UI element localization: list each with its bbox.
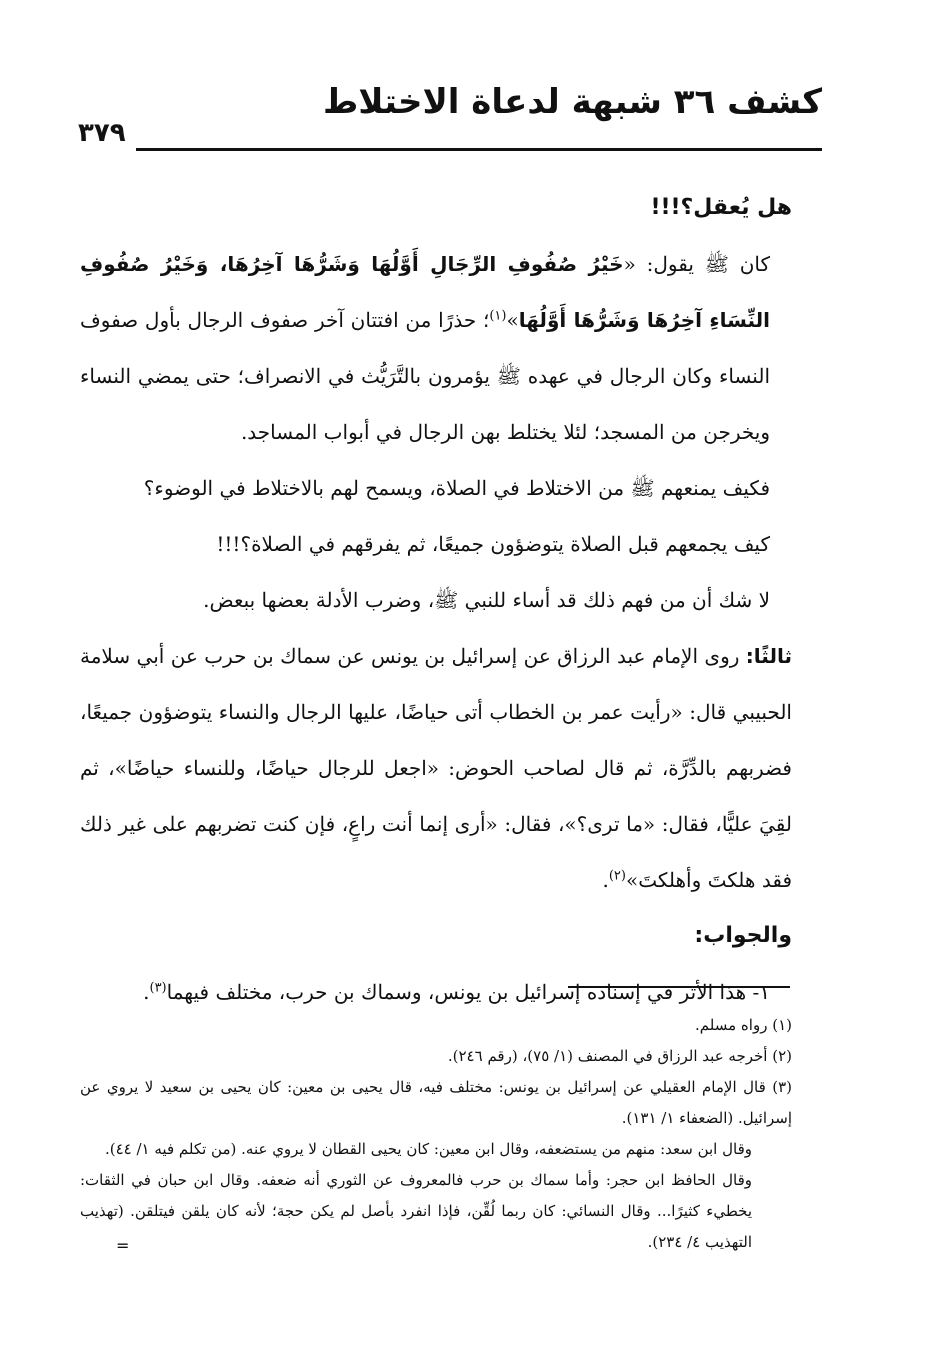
answer-heading: والجواب:: [694, 923, 792, 948]
footnote-1: (١) رواه مسلم.: [695, 1016, 792, 1034]
paragraph-3: كيف يجمعهم قبل الصلاة يتوضؤون جميعًا، ثم يفرقهم في الصلاة؟!!!: [216, 532, 770, 556]
hadith-text: خَيْرُ صُفُوفِ الرِّجَالِ أَوَّلُهَا وَشَرُّهَا آخِرُهَا، وَخَيْرُ صُفُوفِ النِّسَاءِ آخِرُهَا وَشَرُّهَا أَوَّلُهَا: [80, 252, 770, 332]
paragraph-5: [80, 628, 792, 908]
footnote-ref-2: (٢): [608, 868, 626, 884]
page-header: [78, 82, 822, 152]
footnote-2: (٢) أخرجه عبد الرزاق في المصنف (١/ ٧٥)، (رقم ٢٤٦).: [447, 1047, 792, 1065]
main-text: [80, 180, 792, 1020]
page-number: ٣٧٩: [78, 118, 126, 148]
footnote-separator: [568, 986, 790, 988]
paragraph-1: [80, 236, 792, 460]
p1-intro: كان ﷺ يقول: «: [623, 252, 770, 276]
footnote-ref-3: (٣): [149, 980, 167, 996]
footnote-continues-mark: =: [116, 1236, 130, 1255]
footnote-3-cont-1: وقال ابن سعد: منهم من يستضعفه، وقال ابن معين: كان يحيى القطان لا يروي عنه. (من تكلم فيه ١/ ٤٤).: [104, 1140, 752, 1158]
point-label: ثالثًا:: [745, 644, 792, 668]
p6-end: .: [143, 980, 150, 1004]
footnote-ref-1: (١): [489, 308, 507, 324]
p1-rest: ؛ حذرًا من افتتان آخر صفوف الرجال بأول صفوف النساء وكان الرجال في عهده ﷺ يؤمرون بالتَّرَيُّث في الانصراف؛ حتى يمضي النساء ويخرجن من المسجد؛ لئلا يختلط بهن الرجال في أبواب المساجد.: [80, 308, 770, 444]
paragraph-2: فكيف يمنعهم ﷺ من الاختلاط في الصلاة، ويسمح لهم بالاختلاط في الوضوء؟: [143, 476, 770, 500]
p1-close-quote: »: [506, 308, 519, 332]
footnote-3: (٣) قال الإمام العقيلي عن إسرائيل بن يونس: مختلف فيه، قال يحيى بن معين: كان يحيى بن سعيد لا يروي عن إسرائيل. (الضعفاء ١/ ١٣١).: [80, 1078, 792, 1127]
p6-text: ١- هذا الأثر في إسناده إسرائيل بن يونس، وسماك بن حرب، مختلف فيهما: [166, 980, 770, 1004]
p5-end: .: [602, 868, 609, 892]
p5-text: روى الإمام عبد الرزاق عن إسرائيل بن يونس عن سماك بن حرب عن أبي سلامة الحبيبي قال: «رأيت عمر بن الخطاب أتى حياضًا، عليها الرجال والنساء يتوضؤون جميعًا، فضربهم بالدِّرَّة، ثم قال لصاحب الحوض: «اجعل للرجال حياضًا، وللنساء حياضًا»، ثم لقِيَ عليًّا، فقال: «ما ترى؟»، فقال: «أرى إنما أنت راعٍ، فإن كنت تضربهم على غير ذلك فقد هلكتَ وأهلكتَ»: [80, 644, 792, 892]
header-rule: [136, 148, 822, 151]
running-title: كشف ٣٦ شبهة لدعاة الاختلاط: [322, 82, 822, 122]
footnotes: [80, 1010, 792, 1258]
section-heading: هل يُعقل؟!!!: [650, 195, 792, 220]
footnote-3-cont-2: وقال الحافظ ابن حجر: وأما سماك بن حرب فالمعروف عن الثوري أنه ضعفه. وقال ابن حبان في الثقات: يخطيء كثيرًا... وقال النسائي: كان ربما لُقِّن، فإذا انفرد بأصل لم يكن حجة؛ لأنه كان يلقن فيتلقن. (تهذيب التهذيب ٤/ ٢٣٤).: [80, 1171, 752, 1251]
paragraph-4: لا شك أن من فهم ذلك قد أساء للنبي ﷺ، وضرب الأدلة بعضها ببعض.: [203, 588, 770, 612]
